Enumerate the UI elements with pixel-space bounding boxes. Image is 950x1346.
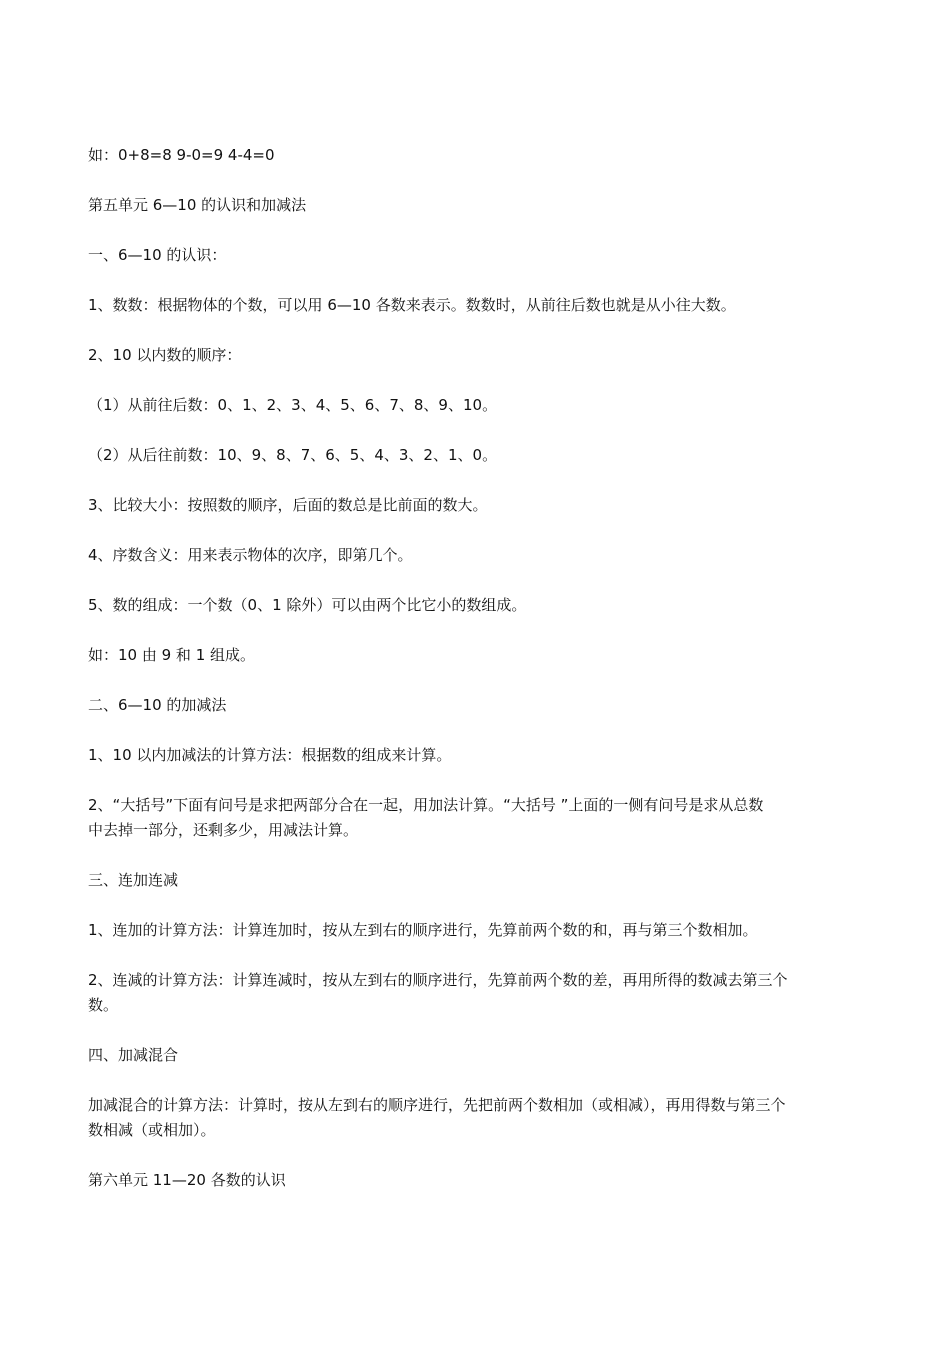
counting-paragraph: 1、数数：根据物体的个数，可以用 6—10 各数来表示。数数时，从前往后数也就是从小往大数。 bbox=[88, 296, 736, 314]
ordinal-meaning-line: 4、序数含义：用来表示物体的次序，即第几个。 bbox=[88, 546, 413, 564]
unit-five-heading: 第五单元 6—10 的认识和加减法 bbox=[88, 196, 307, 214]
number-composition-line: 5、数的组成：一个数（0、1 除外）可以由两个比它小的数组成。 bbox=[88, 596, 527, 614]
section-three-heading: 三、连加连减 bbox=[88, 871, 179, 889]
section-two-heading: 二、6—10 的加减法 bbox=[88, 696, 227, 714]
order-heading: 2、10 以内数的顺序： bbox=[88, 346, 242, 364]
example-line-zero: 如：0+8=8 9-0=9 4-4=0 bbox=[88, 146, 275, 164]
unit-six-heading: 第六单元 11—20 各数的认识 bbox=[88, 1171, 286, 1189]
brace-paragraph-line-2: 中去掉一部分，还剩多少，用减法计算。 bbox=[88, 821, 359, 839]
continuous-subtraction-line-1: 2、连减的计算方法：计算连减时，按从左到右的顺序进行，先算前两个数的差，再用所得的数减去第三个 bbox=[88, 971, 788, 989]
continuous-addition-line: 1、连加的计算方法：计算连加时，按从左到右的顺序进行，先算前两个数的和，再与第三个数相加。 bbox=[88, 921, 758, 939]
mixed-operation-line-1: 加减混合的计算方法：计算时，按从左到右的顺序进行，先把前两个数相加（或相减），再用得数与第三个 bbox=[88, 1096, 786, 1114]
add-subtract-method-line: 1、10 以内加减法的计算方法：根据数的组成来计算。 bbox=[88, 746, 452, 764]
mixed-operation-line-2: 数相减（或相加）。 bbox=[88, 1121, 216, 1139]
backward-order-line: （2）从后往前数：10、9、8、7、6、5、4、3、2、1、0。 bbox=[88, 446, 498, 464]
compare-size-line: 3、比较大小：按照数的顺序，后面的数总是比前面的数大。 bbox=[88, 496, 488, 514]
brace-paragraph-line-1: 2、“大括号”下面有问号是求把两部分合在一起，用加法计算。“大括号 ”上面的一侧有问号是求从总数 bbox=[88, 796, 764, 814]
section-four-heading: 四、加减混合 bbox=[88, 1046, 179, 1064]
forward-order-line: （1）从前往后数：0、1、2、3、4、5、6、7、8、9、10。 bbox=[88, 396, 498, 414]
composition-example-line: 如：10 由 9 和 1 组成。 bbox=[88, 646, 256, 664]
section-one-heading: 一、6—10 的认识： bbox=[88, 246, 227, 264]
continuous-subtraction-line-2: 数。 bbox=[88, 996, 119, 1014]
